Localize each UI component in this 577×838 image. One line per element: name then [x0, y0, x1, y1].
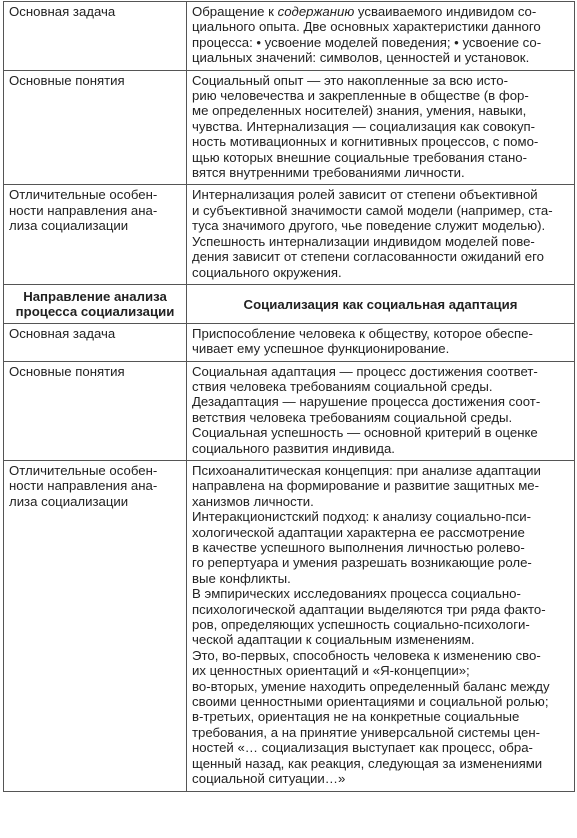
row-label-text: Отличительные особен- [9, 462, 158, 478]
content-line: Социальная успешность — основной критерий в оценке [192, 425, 538, 441]
row-content [187, 323, 575, 361]
content-line: требования, а на принятие универсальной системы цен- [192, 724, 541, 740]
content-line: ностей «… социализация выступает как процесс, обра- [192, 740, 533, 756]
row-label-text: Основные понятия [9, 72, 125, 88]
content-line: Приспособление человека к обществу, которое обеспе- [192, 325, 533, 341]
content-line: ветствия человека требованиям социальной среды. [192, 409, 513, 425]
content-line: Дезадаптация — нарушение процесса достижения соот- [192, 394, 541, 410]
row-content [187, 185, 575, 284]
content-line: социального развития индивида. [192, 440, 395, 456]
column-header-adaptation [187, 284, 575, 323]
content-line: социальной ситуации…» [192, 771, 346, 787]
content-line: во-вторых, умение находить определенный баланс между [192, 678, 550, 694]
row-label-text: ности направления ана- [9, 202, 158, 218]
header-text: Направление анализа [23, 288, 167, 304]
table-row [4, 460, 575, 791]
content-line: ме определенных носителей) знания, умения, навыки, [192, 103, 527, 119]
content-line: в-третьих, ориентация не на конкретные социальные [192, 709, 520, 725]
content-line: дения зависит от степени согласованности ожиданий его [192, 249, 544, 265]
content-line: Интеракционистский подход: к анализу социально-пси- [192, 509, 531, 525]
header-text: процесса социализации [15, 304, 175, 320]
content-line: туса значимого другого, чье поведение служит моделью). [192, 218, 546, 234]
content-line: ность мотивационных и когнитивных процессов, с помо- [192, 134, 539, 150]
content-line: ров, определяющих успешность социально-психологи- [192, 617, 530, 633]
row-label [4, 361, 187, 460]
row-label [4, 70, 187, 185]
row-label-text: Основная задача [9, 4, 116, 19]
content-line: хологической адаптации характерна ее рассмотрение [192, 524, 525, 540]
row-label [4, 323, 187, 361]
content-line: их ценностных ориентаций и «Я-концепции»; [192, 663, 470, 679]
content-line: го репертуара и умения разрешать возникающие роле- [192, 555, 532, 571]
content-line: В эмпирических исследованиях процесса социально- [192, 586, 521, 602]
table-row [4, 70, 575, 185]
table-row [4, 323, 575, 361]
content-line: чивает ему успешное функционирование. [192, 341, 450, 357]
content-line: ческой адаптации к социальным изменениям. [192, 632, 475, 648]
row-label-text: лиза социализации [9, 218, 129, 234]
table-row [4, 185, 575, 284]
row-label-text: Основные понятия [9, 363, 125, 379]
row-content [187, 70, 575, 185]
content-line: ствия человека требованиям социальной среды. [192, 378, 493, 394]
content-line: циального опыта. Две основных характеристики данного [192, 19, 541, 35]
row-label-text: Отличительные особен- [9, 187, 158, 203]
content-line: социального окружения. [192, 264, 342, 280]
content-line: и субъективной значимости самой модели (например, ста- [192, 202, 553, 218]
content-line: вые конфликты. [192, 570, 291, 586]
content-line: Интернализация ролей зависит от степени объективной [192, 187, 538, 203]
row-label [4, 185, 187, 284]
row-label [4, 460, 187, 791]
content-line: Социальный опыт — это накопленные за всю исто- [192, 72, 509, 88]
row-label-text: ности направления ана- [9, 478, 158, 494]
row-content [187, 2, 575, 71]
content-line: направлена на формирование и развитие защитных ме- [192, 478, 540, 494]
content-line: Успешность интернализации индивидом моделей пове- [192, 233, 535, 249]
row-content [187, 361, 575, 460]
content-line: циальных значений: символов, ценностей и установок. [192, 50, 530, 66]
row-label-text: лиза социализации [9, 493, 129, 509]
content-text: усваиваемого индивидом со- [354, 4, 537, 19]
content-line: Психоаналитическая концепция: при анализе адаптации [192, 462, 541, 478]
content-line: в качестве успешного выполнения личностью ролево- [192, 540, 525, 555]
italic-term: содержанию [277, 4, 355, 19]
table-row [4, 2, 575, 71]
row-content [187, 460, 575, 791]
content-line: своими ценностными ориентациями и социальной ролью; [192, 694, 549, 710]
column-header-direction [4, 284, 187, 323]
content-line: Социальная адаптация — процесс достижения соответ- [192, 363, 538, 379]
content-line: ханизмов личности. [192, 493, 314, 509]
content-text: Обращение к [192, 4, 278, 19]
content-line: рию человечества и закрепленные в обществе (в фор- [192, 88, 529, 104]
content-line: Это, во-первых, способность человека к изменению сво- [192, 647, 541, 663]
table-row [4, 361, 575, 460]
content-line: щью которых внешние социальные требования стано- [192, 149, 527, 165]
row-label-text: Основная задача [9, 325, 116, 341]
content-line: щенный назад, как реакция, следующая за изменениями [192, 755, 543, 771]
table-header-row [4, 284, 575, 323]
content-line: вятся внутренними требованиями личности. [192, 165, 465, 181]
header-text: Социализация как социальная адаптация [243, 296, 518, 312]
socialization-table [3, 1, 575, 792]
content-line: чувства. Интернализация — социализация как совокуп- [192, 118, 536, 134]
content-line: психологической адаптации выделяются три ряда факто- [192, 601, 546, 617]
row-label [4, 2, 187, 71]
content-line: процесса: • усвоение моделей поведения; • усвоение со- [192, 34, 542, 50]
content-line [192, 4, 570, 19]
